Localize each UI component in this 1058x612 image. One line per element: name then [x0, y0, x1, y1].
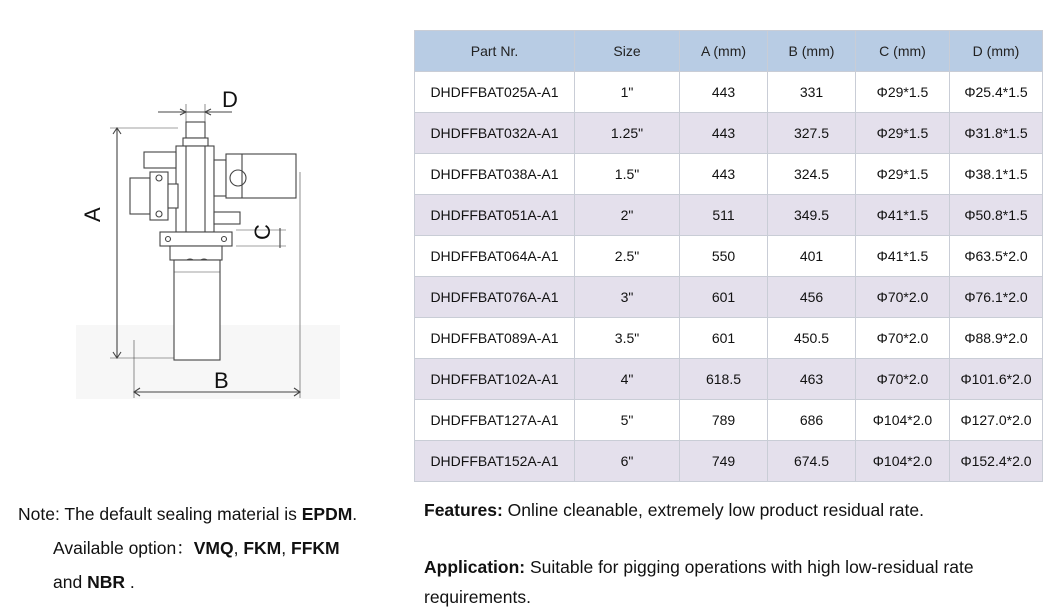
cell-b: 401	[768, 236, 856, 277]
cell-a: 601	[680, 318, 768, 359]
table-row	[415, 72, 1043, 113]
cell-b: 463	[768, 359, 856, 400]
cell-a: 749	[680, 441, 768, 482]
cell-size: 5"	[575, 400, 680, 441]
cell-c: Φ41*1.5	[856, 195, 950, 236]
note-and-text: and	[53, 572, 88, 592]
cell-part-nr: DHDFFBAT064A-A1	[415, 236, 575, 277]
cell-d: Φ50.8*1.5	[950, 195, 1043, 236]
note-options-line-2	[18, 565, 393, 599]
cell-a: 443	[680, 72, 768, 113]
cell-c: Φ70*2.0	[856, 277, 950, 318]
note-prefix: Note: The default sealing material is	[18, 504, 302, 524]
table-row	[415, 359, 1043, 400]
cell-size: 3.5"	[575, 318, 680, 359]
note-separator: ,	[233, 538, 244, 558]
cell-a: 550	[680, 236, 768, 277]
cell-part-nr: DHDFFBAT127A-A1	[415, 400, 575, 441]
cell-part-nr: DHDFFBAT076A-A1	[415, 277, 575, 318]
header-c: C (mm)	[856, 31, 950, 72]
table-row	[415, 113, 1043, 154]
cell-d: Φ101.6*2.0	[950, 359, 1043, 400]
cell-a: 789	[680, 400, 768, 441]
header-a: A (mm)	[680, 31, 768, 72]
note-separator: ,	[281, 538, 291, 558]
note-default-material: EPDM	[301, 504, 353, 524]
cell-a: 601	[680, 277, 768, 318]
cell-part-nr: DHDFFBAT032A-A1	[415, 113, 575, 154]
cell-size: 2"	[575, 195, 680, 236]
cell-d: Φ88.9*2.0	[950, 318, 1043, 359]
cell-c: Φ70*2.0	[856, 318, 950, 359]
cell-part-nr: DHDFFBAT152A-A1	[415, 441, 575, 482]
cell-part-nr: DHDFFBAT025A-A1	[415, 72, 575, 113]
table-row	[415, 195, 1043, 236]
cell-a: 443	[680, 113, 768, 154]
cell-b: 674.5	[768, 441, 856, 482]
dimension-spec-table	[414, 30, 1043, 482]
note-end: .	[124, 572, 135, 592]
table-row	[415, 154, 1043, 195]
note-option-nbr: NBR	[87, 572, 125, 592]
note-option-label: Available option：	[53, 538, 194, 558]
cell-b: 327.5	[768, 113, 856, 154]
table-row	[415, 236, 1043, 277]
cell-d: Φ76.1*2.0	[950, 277, 1043, 318]
cell-d: Φ152.4*2.0	[950, 441, 1043, 482]
cell-size: 6"	[575, 441, 680, 482]
cell-d: Φ31.8*1.5	[950, 113, 1043, 154]
cell-a: 618.5	[680, 359, 768, 400]
cell-b: 349.5	[768, 195, 856, 236]
table-header-row	[415, 31, 1043, 72]
cell-part-nr: DHDFFBAT089A-A1	[415, 318, 575, 359]
cell-d: Φ127.0*2.0	[950, 400, 1043, 441]
table-row	[415, 441, 1043, 482]
cell-size: 1.25"	[575, 113, 680, 154]
cell-d: Φ25.4*1.5	[950, 72, 1043, 113]
cell-c: Φ41*1.5	[856, 236, 950, 277]
features-paragraph	[424, 497, 1034, 523]
valve-technical-drawing	[0, 0, 410, 480]
cell-b: 456	[768, 277, 856, 318]
cell-c: Φ29*1.5	[856, 154, 950, 195]
cell-b: 450.5	[768, 318, 856, 359]
table-row	[415, 400, 1043, 441]
dimension-label-d: D	[222, 87, 238, 112]
header-b: B (mm)	[768, 31, 856, 72]
table-row	[415, 277, 1043, 318]
header-size: Size	[575, 31, 680, 72]
table-row	[415, 318, 1043, 359]
features-text: Online cleanable, extremely low product residual rate.	[502, 500, 924, 520]
cell-c: Φ104*2.0	[856, 441, 950, 482]
cell-c: Φ29*1.5	[856, 72, 950, 113]
cell-part-nr: DHDFFBAT051A-A1	[415, 195, 575, 236]
cell-c: Φ104*2.0	[856, 400, 950, 441]
cell-size: 1.5"	[575, 154, 680, 195]
dimension-label-b: B	[214, 368, 229, 393]
cell-part-nr: DHDFFBAT038A-A1	[415, 154, 575, 195]
note-option-vmq: VMQ	[193, 538, 234, 558]
note-options-line	[18, 531, 393, 565]
sealing-material-note	[18, 497, 393, 599]
note-option-fkm: FKM	[243, 538, 282, 558]
cell-size: 2.5"	[575, 236, 680, 277]
dimension-label-c: C	[250, 224, 275, 240]
cell-size: 1"	[575, 72, 680, 113]
note-suffix: .	[352, 504, 358, 524]
dimension-label-a: A	[80, 207, 105, 222]
note-option-ffkm: FFKM	[291, 538, 340, 558]
application-label: Application:	[424, 557, 526, 577]
cell-part-nr: DHDFFBAT102A-A1	[415, 359, 575, 400]
header-d: D (mm)	[950, 31, 1043, 72]
cell-a: 443	[680, 154, 768, 195]
cell-a: 511	[680, 195, 768, 236]
cell-b: 686	[768, 400, 856, 441]
application-text: Suitable for pigging operations with high low-residual rate requirements.	[424, 557, 974, 607]
application-paragraph	[424, 552, 1024, 612]
features-label: Features:	[424, 500, 503, 520]
cell-size: 4"	[575, 359, 680, 400]
cell-b: 331	[768, 72, 856, 113]
cell-b: 324.5	[768, 154, 856, 195]
header-part-nr: Part Nr.	[415, 31, 575, 72]
cell-c: Φ29*1.5	[856, 113, 950, 154]
cell-d: Φ63.5*2.0	[950, 236, 1043, 277]
cell-c: Φ70*2.0	[856, 359, 950, 400]
cell-size: 3"	[575, 277, 680, 318]
cell-d: Φ38.1*1.5	[950, 154, 1043, 195]
